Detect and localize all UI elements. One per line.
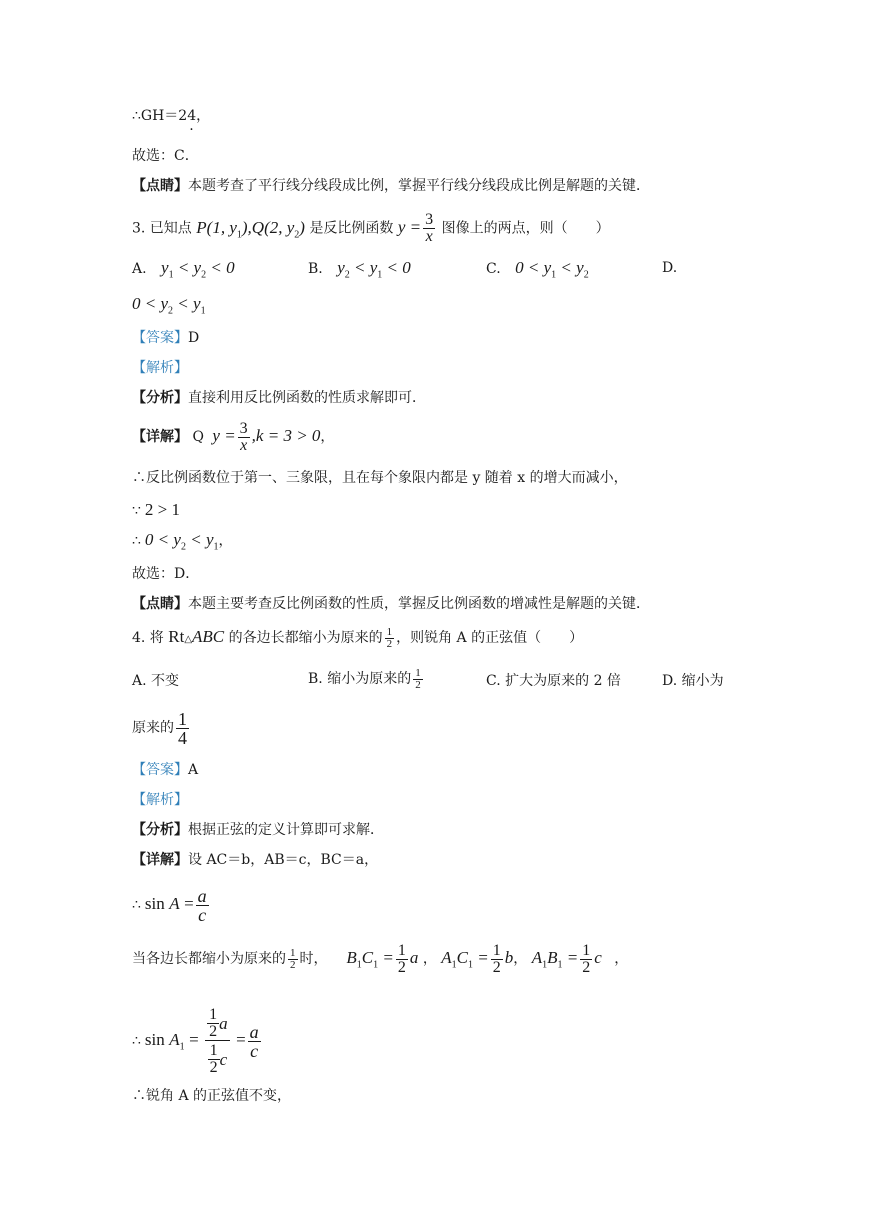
question-4: 4. 将 Rt△ABC 的各边长都缩小为原来的 $\frac{1}{2}$ ，则锐角 A 的正弦值（ ） — [132, 625, 584, 650]
q3-choice: 故选：D． — [132, 566, 200, 582]
analysis-text: 直接利用反比例函数的性质求解即可． — [188, 390, 426, 406]
q4-sin1-line: ∴ $\sin A_1$ = $\frac{1}{2}$ a $\frac{1}{2}$ c = $\frac{a}{c}$ — [132, 1005, 259, 1076]
q3-option-d-label: D. — [662, 260, 678, 276]
comment-line-2 — [132, 176, 650, 196]
q3-function: y = — [397, 217, 422, 237]
q3-option-b[interactable]: B. $y_2 < y_1 < 0$ — [308, 258, 411, 281]
answer-choice-line-2: 故选：C． — [132, 148, 199, 164]
comment-tag: 【点睛】 — [132, 178, 188, 194]
q3-option-c-label: C. — [486, 261, 501, 277]
analysis-text: 根据正弦的定义计算即可求解． — [188, 822, 384, 838]
q3-option-d[interactable] — [662, 260, 677, 276]
q4-mid: 的各边长都缩小为原来的 — [228, 630, 383, 646]
detail-tag: 【详解】 — [132, 852, 188, 868]
q3-comment — [132, 594, 650, 614]
q3-suffix: 图像上的两点，则（ ） — [441, 220, 610, 237]
compound-fraction: $\frac{1}{2}$ a $\frac{1}{2}$ c — [205, 1007, 230, 1076]
q3-option-a-label: A. — [132, 261, 147, 277]
answer-tag: 【答案】 — [132, 330, 188, 346]
q4-when-line: 当各边长都缩小为原来的 $\frac{1}{2}$ 时， $B_1C_1$ = $\frac{1}{2}$ a ， $A_1C_1$ = $\frac{1}{2}$ b， $A_1B_1$ = $\frac{1}{2}$ c ， — [132, 941, 629, 976]
when-suffix: 时， — [299, 951, 328, 967]
q3-fraction: $\frac{3}{x}$ — [425, 211, 434, 245]
comment-text: 本题主要考查反比例函数的性质，掌握反比例函数的增减性是解题的关键． — [188, 596, 650, 612]
q4-option-b[interactable]: B. 缩小为原来的 $\frac{1}{2}$ — [308, 666, 421, 691]
q4-option-a[interactable]: A. 不变 — [132, 673, 180, 689]
q3-detail: 【详解】 Q y = $\frac{3}{x}$ ,k = 3 > 0， — [132, 419, 335, 454]
q4-answer — [132, 760, 198, 780]
q4-prefix: 4. 将 — [132, 630, 164, 646]
q4-analysis-tag: 【解析】 — [132, 792, 188, 808]
analysis-tag: 【分析】 — [132, 822, 188, 838]
detail-tag: 【详解】 — [132, 429, 188, 445]
comment-tag: 【点睛】 — [132, 596, 188, 612]
comment-text: 本题考查了平行线分线段成比例，掌握平行线分线段成比例是解题的关键． — [188, 178, 650, 194]
q3-mid: 是反比例函数 — [309, 220, 394, 237]
therefore-symbol: ∴ — [132, 533, 141, 549]
answer-tag: 【答案】 — [132, 762, 188, 778]
q3-option-a[interactable]: A. $y_1 < y_2 < 0$ — [132, 258, 235, 281]
q3-prefix: 3. 已知点 — [132, 220, 192, 237]
q4-option-b-text: B. 缩小为原来的 — [308, 671, 412, 687]
q4-option-d-text: 原来的 — [132, 720, 174, 736]
answer-value: A — [188, 762, 199, 778]
q3-analysis-tag: 【解析】 — [132, 360, 188, 376]
q4-analysis — [132, 820, 384, 840]
q3-option-c[interactable]: C. $0 < y_1 < y_2$ — [486, 258, 589, 281]
q4-final-line: ∴锐角 A 的正弦值不变， — [132, 1088, 292, 1104]
q3-answer — [132, 328, 199, 348]
q4-option-c[interactable]: C. 扩大为原来的 2 倍 — [486, 673, 621, 689]
q3-analysis — [132, 388, 426, 408]
q3-points: P(1, $y_1),Q(2$, $y_2$) — [196, 217, 305, 240]
q3-option-d-value: $0 < y_2 < y_1$ — [132, 294, 206, 317]
gh-number: 4 . — [187, 108, 196, 124]
gh-text: ∴GH＝2 — [132, 108, 188, 124]
q4-detail — [132, 850, 378, 870]
q3-because-line: ∵ 2 > 1 — [132, 500, 181, 519]
gh-end: ， — [196, 108, 211, 124]
q3-quadrant-line: ∴反比例函数位于第一、三象限，且在每个象限内都是 y 随着 x 的增大而减小， — [132, 470, 628, 486]
q4-sin-line: ∴ sin A = $\frac{a}{c}$ — [132, 885, 207, 925]
detail-text: 设 AC＝b，AB＝c，BC＝a， — [188, 852, 379, 868]
q4-option-d[interactable]: D. 缩小为 — [662, 673, 724, 689]
question-3 — [132, 212, 610, 249]
because-symbol: ∵ — [132, 503, 141, 519]
q4-option-d-continued: 原来的 $\frac{1}{4}$ — [132, 708, 187, 748]
q4-suffix: ，则锐角 A 的正弦值（ ） — [396, 630, 584, 646]
detail-q: Q — [192, 429, 204, 445]
q3-option-b-label: B. — [308, 261, 323, 277]
gh-line — [132, 106, 210, 126]
answer-value: D — [188, 330, 200, 346]
q3-therefore-line: ∴ $0 < y_2 < y_1$， — [132, 530, 233, 553]
analysis-tag: 【分析】 — [132, 390, 188, 406]
when-text: 当各边长都缩小为原来的 — [132, 951, 286, 967]
